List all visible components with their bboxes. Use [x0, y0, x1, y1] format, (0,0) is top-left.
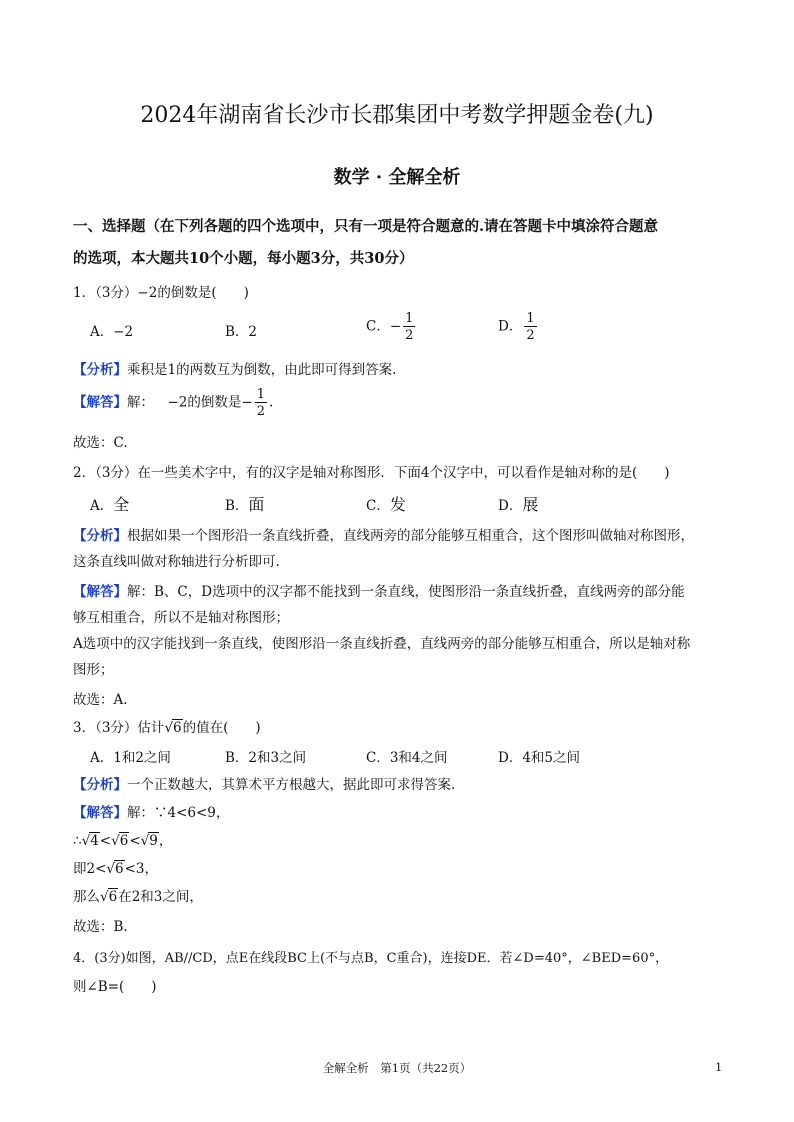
fraction-denominator: 2 [405, 328, 414, 343]
document-title: 2024年湖南省长沙市长郡集团中考数学押题金卷(九) [140, 103, 654, 128]
sqrt-symbol: √ [164, 720, 174, 736]
q3-l4-post: 在2和3之间， [118, 889, 203, 905]
q2-option-d-label: D． [498, 498, 523, 514]
q4-stem-line1: 4．(3分)如图，AB//CD，点E在线段BC上(不与点B，C重合)，连接DE．若∠D=40°，∠BED=60°， [73, 951, 669, 966]
q3-choose: 故选：B. [73, 919, 128, 935]
sqrt-symbol: √ [100, 889, 109, 905]
q1-option-c [366, 312, 417, 342]
q2-option-d-char: 展 [522, 495, 539, 514]
sqrt-symbol: √ [140, 833, 150, 849]
less-than: < [129, 833, 141, 849]
q4-stem-line2: 则∠B=( ) [73, 979, 157, 995]
document-subtitle: 数学 · 全解全析 [333, 167, 461, 188]
q2-option-c-char: 发 [389, 495, 406, 514]
fraction-numerator: 1 [256, 387, 265, 402]
section-heading-line2: 的选项，本大题共10个小题，每小题3分，共30分） [73, 250, 414, 267]
q2-choose: 故选：A. [73, 692, 128, 708]
q3-option-a: A．1和2之间 [90, 750, 171, 766]
page-number: 1 [715, 1060, 723, 1074]
q1-option-d-label: D． [498, 318, 523, 335]
q1-option-c-fraction [403, 312, 415, 342]
q3-option-c: C．3和4之间 [366, 750, 448, 766]
q3-solution-text: 解：∵4<6<9， [127, 805, 230, 821]
q2-solution-line3: A选项中的汉字能找到一条直线，使图形沿一条直线折叠，直线两旁的部分能够互相重合，所以是轴对称 [73, 636, 691, 652]
fraction-numerator: 1 [405, 311, 414, 326]
q3-solution-line2 [73, 829, 172, 849]
therefore-symbol: ∴ [73, 833, 82, 849]
q3-stem-pre: 3．（3分）估计 [73, 720, 165, 736]
q1-option-a: A．−2 [90, 324, 134, 340]
q2-solution-line2: 够互相重合，所以不是轴对称图形； [73, 610, 289, 626]
q2-option-c-label: C． [366, 498, 390, 514]
q2-option-b-char: 面 [248, 495, 265, 514]
q3-l3-post: <3， [124, 861, 159, 877]
q1-option-d [498, 312, 539, 342]
q2-solution-line1 [73, 580, 685, 600]
q2-solution-text: 解：B、C，D选项中的汉字都不能找到一条直线，使图形沿一条直线折叠，直线两旁的部分能 [127, 584, 685, 600]
q2-option-a-label: A． [90, 498, 114, 514]
q1-option-b: B．2 [225, 324, 258, 340]
sqrt-symbol: √ [81, 833, 91, 849]
analysis-tag: 【分析】 [73, 777, 127, 793]
q3-solution-line3 [73, 857, 158, 877]
q1-analysis [73, 358, 396, 378]
q2-option-d [498, 492, 538, 515]
sqrt-symbol: √ [111, 833, 120, 849]
q1-solution [73, 388, 273, 418]
q2-option-a-char: 全 [113, 495, 130, 514]
q3-option-d: D．4和5之间 [498, 750, 581, 766]
q2-option-b [225, 492, 264, 515]
q1-solution-text: 解： −2的倒数是− [127, 394, 253, 411]
q3-l4-pre: 那么 [73, 889, 100, 905]
radicand: 9 [149, 833, 158, 849]
q2-analysis-line2: 这条直线叫做对称轴进行分析即可. [73, 554, 280, 570]
comma: ， [158, 833, 173, 849]
q3-stem-post: 的值在( ) [182, 720, 261, 736]
solution-tag: 【解答】 [73, 805, 127, 821]
page-footer: 全解全析 第1页（共22页） [322, 1061, 472, 1075]
sqrt-symbol: √ [106, 861, 116, 877]
radicand: 6 [108, 889, 118, 905]
q1-stem: 1．（3分）−2的倒数是( ) [73, 285, 249, 301]
less-than: < [99, 833, 112, 849]
q1-solution-end: . [269, 394, 274, 411]
q2-option-b-label: B． [225, 498, 249, 514]
radicand: 6 [173, 720, 182, 736]
q3-solution-line1 [73, 801, 229, 821]
q3-solution-line4 [73, 885, 203, 905]
q1-option-c-label: C．− [366, 318, 402, 335]
q1-solution-fraction [255, 388, 267, 418]
q1-analysis-text: 乘积是1的两数互为倒数，由此即可得到答案. [127, 362, 397, 378]
section-heading-line1: 一、选择题（在下列各题的四个选项中，只有一项是符合题意的.请在答题卡中填涂符合题意 [73, 218, 659, 235]
q2-stem: 2．（3分）在一些美术字中，有的汉字是轴对称图形．下面4个汉字中，可以看作是轴对称的是( ) [73, 465, 670, 481]
q3-analysis [73, 773, 455, 793]
q2-analysis-line1 [73, 524, 694, 544]
fraction-denominator: 2 [526, 328, 535, 343]
radicand: 6 [115, 861, 124, 877]
q1-choose: 故选：C. [73, 435, 128, 451]
solution-tag: 【解答】 [73, 584, 127, 600]
q2-option-c [366, 492, 406, 515]
q2-solution-line4: 图形； [73, 662, 114, 678]
analysis-tag: 【分析】 [73, 362, 127, 378]
q3-option-b: B．2和3之间 [225, 750, 307, 766]
radicand: 4 [90, 833, 99, 849]
q2-analysis-text: 根据如果一个图形沿一条直线折叠，直线两旁的部分能够互相重合，这个图形叫做轴对称图形， [127, 528, 694, 544]
q2-option-a [90, 492, 129, 515]
q3-analysis-text: 一个正数越大，其算术平方根越大，据此即可求得答案. [127, 777, 456, 793]
fraction-denominator: 2 [256, 404, 265, 419]
q1-option-d-fraction [524, 312, 536, 342]
q3-l3-pre: 即2< [73, 861, 107, 877]
analysis-tag: 【分析】 [73, 528, 127, 544]
fraction-numerator: 1 [526, 311, 535, 326]
radicand: 6 [119, 833, 129, 849]
q3-stem [73, 716, 261, 736]
solution-tag: 【解答】 [73, 394, 127, 411]
